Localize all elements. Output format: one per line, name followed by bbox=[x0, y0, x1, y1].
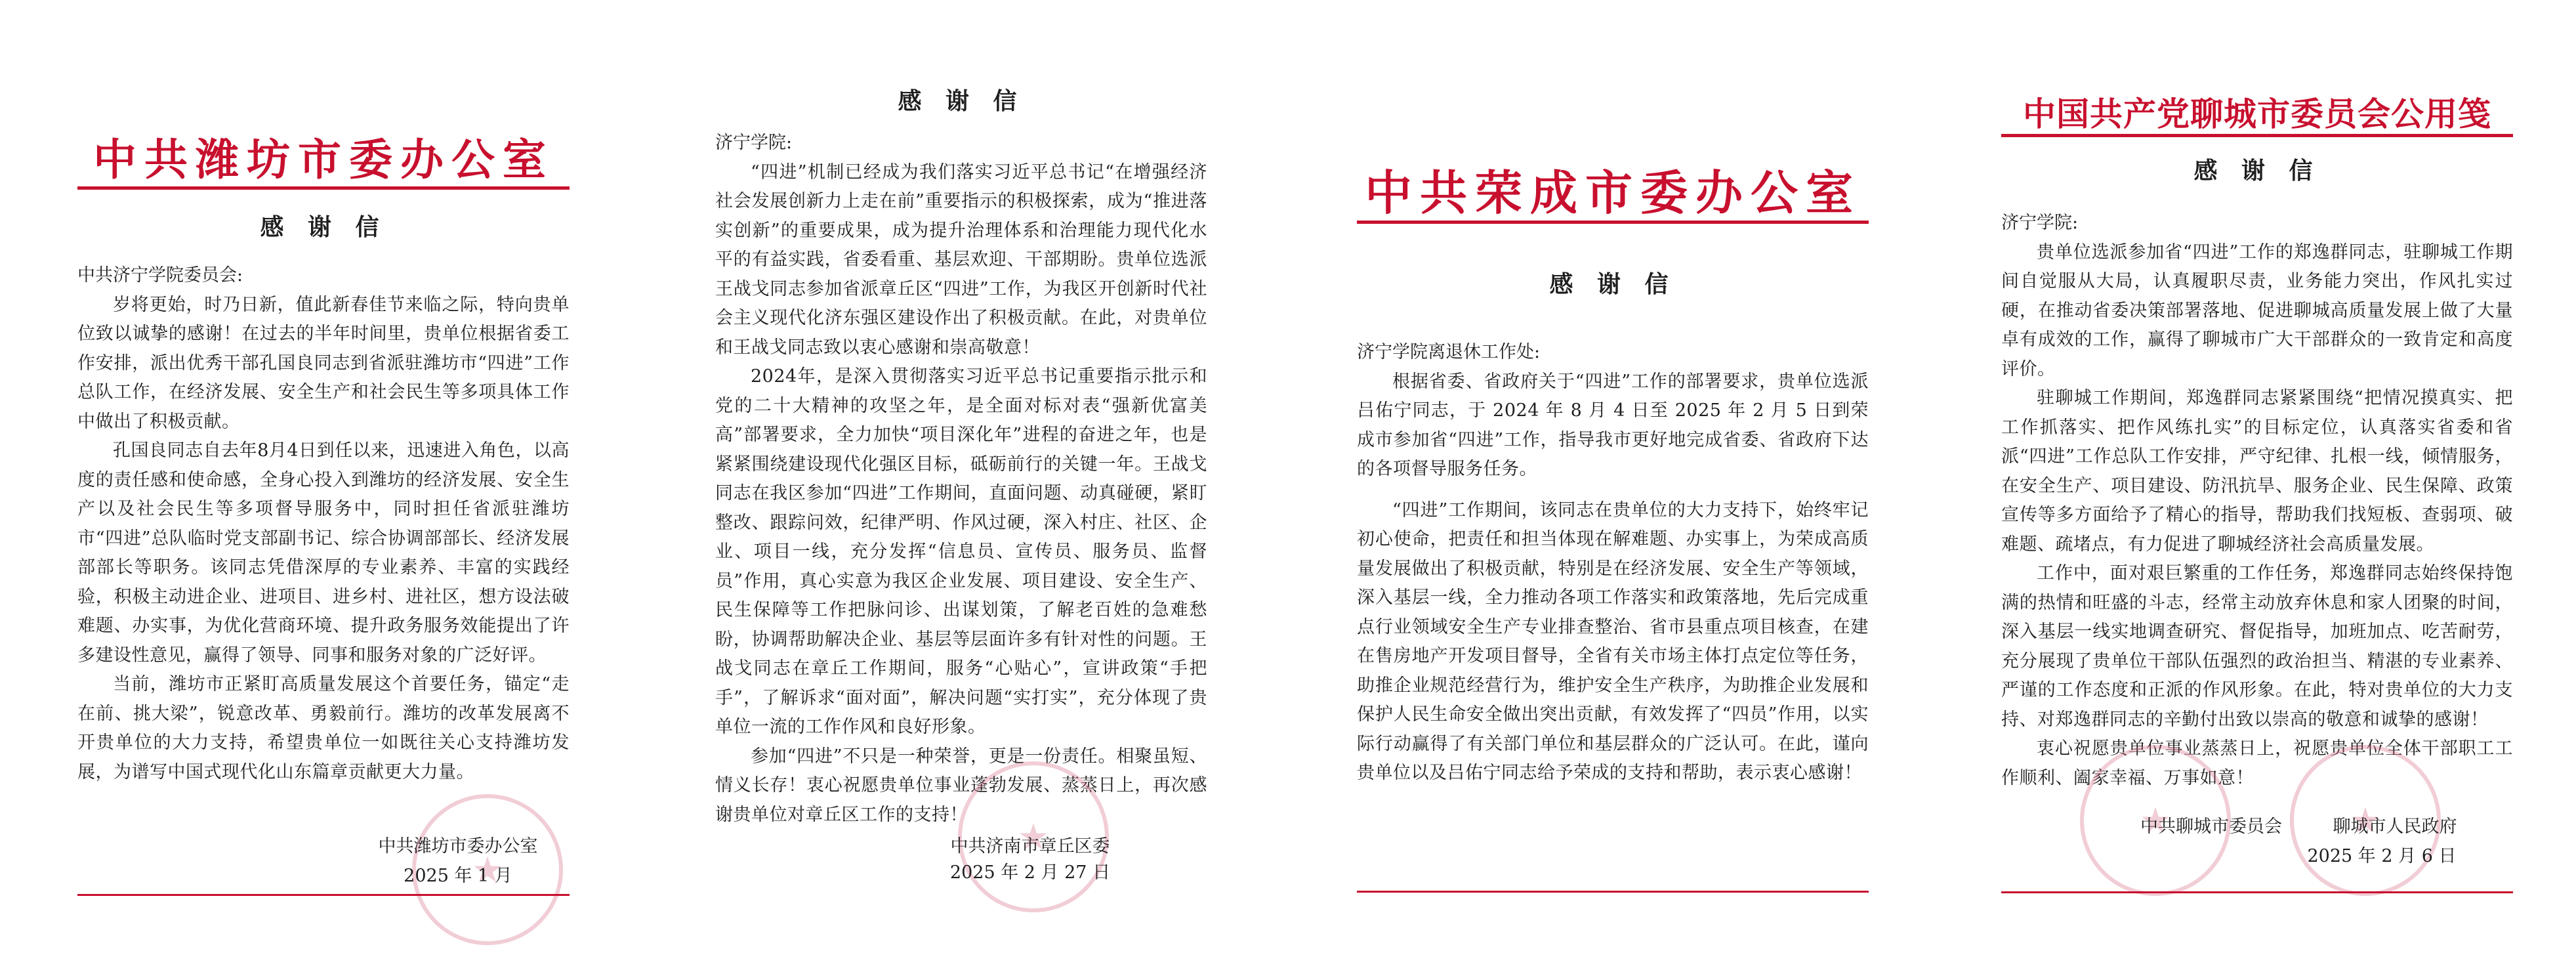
header-divider bbox=[77, 186, 570, 190]
paragraph: 孔国良同志自去年8月4日到任以来，迅速进入角色，以高度的责任感和使命感，全身心投入到潍坊的经济发展、安全生产以及社会民生等多项督导服务中，同时担任省派驻潍坊市“四进”总队临时党支部副书记、综合协调部部长、经济发展部部长等职务。该同志凭借深厚的专业素养、丰富的实践经验，积极主动进企业、进项目、进乡村、进社区，想方设法破难题、办实事，为优化营商环境、提升政务服务效能提出了许多建设性意见，赢得了领导、同事和服务对象的广泛好评。 bbox=[77, 440, 570, 666]
letter-title: 感 谢 信 bbox=[1549, 270, 1676, 298]
signature-government: 聊城市人民政府 bbox=[2333, 817, 2457, 837]
header-divider bbox=[2001, 134, 2513, 137]
header-divider bbox=[1357, 221, 1869, 224]
paragraph: 岁将更始，时乃日新，值此新春佳节来临之际，特向贵单位致以诚挚的感谢！在过去的半年时间里，贵单位根据省委工作安排，派出优秀干部孔国良同志到省派驻潍坊市“四进”工作总队工作，在经济发展、安全生产和社会民生等多项具体工作中做出了积极贡献。 bbox=[77, 294, 570, 432]
letter-header: 中共潍坊市委办公室 bbox=[93, 134, 554, 185]
paragraph: 2024年，是深入贯彻落实习近平总书记重要指示批示和党的二十大精神的攻坚之年，是全面对标对表“强新优富美高”部署要求，全力加快“项目深化年”进程的奋进之年，也是紧紧围绕建设现代化强区目标，砥砺前行的关键一年。王战戈同志在我区参加“四进”工作期间，直面问题、动真碰硬，紧盯整改、跟踪问效，纪律严明、作风过硬，深入村庄、社区、企业、项目一线，充分发挥“信息员、宣传员、服务员、监督员”作用，真心实意为我区企业发展、项目建设、安全生产、民生保障等工作把脉问诊、出谋划策，了解老百姓的急难愁盼，协调帮助解决企业、基层等层面许多有针对性的问题。王战戈同志在章丘工作期间，服务“心贴心”，宣讲政策“手把手”，了解诉求“面对面”，解决问题“实打实”，充分体现了贵单位一流的工作作风和良好形象。 bbox=[715, 366, 1207, 737]
letter-title: 感 谢 信 bbox=[2193, 157, 2321, 184]
paragraph: 根据省委、省政府关于“四进”工作的部署要求，贵单位选派吕佑宁同志，于 2024 年 8 月 4 日至 2025 年 2 月 5 日到荣成市参加省“四进”工作，指导我市更好地完成省委、省政府下达的各项督导服务任务。 bbox=[1357, 371, 1869, 479]
paragraph: 工作中，面对艰巨繁重的工作任务，郑逸群同志始终保持饱满的热情和旺盛的斗志，经常主动放弃休息和家人团聚的时间，深入基层一线实地调查研究、督促指导，加班加点、吃苦耐劳，充分展现了贵单位干部队伍强烈的政治担当、精湛的专业素养、严谨的工作态度和正派的作风形象。在此，特对贵单位的大力支持、对郑逸群同志的辛勤付出致以崇高的敬意和诚挚的感谢！ bbox=[2001, 563, 2513, 730]
date: 2025 年 2 月 6 日 bbox=[2307, 846, 2457, 866]
letter-title: 感 谢 信 bbox=[260, 213, 387, 241]
date: 2025 年 1 月 bbox=[404, 866, 512, 886]
signature: 中共济南市章丘区委 bbox=[950, 836, 1110, 857]
date: 2025 年 2 月 27 日 bbox=[949, 862, 1111, 883]
letter-header: 中国共产党聊城市委员会公用笺 bbox=[2023, 95, 2491, 133]
footer-divider bbox=[1357, 891, 1869, 893]
paragraph: “四进”机制已经成为我们落实习近平总书记“在增强经济社会发展创新力上走在前”重要指示的积极探索，成为“推进落实创新”的重要成果，成为提升治理体系和治理能力现代化水平的有益实践，省委看重、基层欢迎、干部期盼。贵单位选派王战戈同志参加省派章丘区“四进”工作，为我区开创新时代社会主义现代化济东强区建设作出了积极贡献。在此，对贵单位和王战戈同志致以衷心感谢和崇高敬意！ bbox=[715, 161, 1207, 358]
signature: 中共潍坊市委办公室 bbox=[378, 836, 538, 857]
paragraph: 参加“四进”不只是一种荣誉，更是一份责任。相聚虽短、情义长存！衷心祝愿贵单位事业蓬勃发展、蒸蒸日上，再次感谢贵单位对章丘区工作的支持！ bbox=[715, 746, 1207, 825]
footer-divider bbox=[77, 894, 570, 896]
paragraph: 衷心祝愿贵单位事业蒸蒸日上，祝愿贵单位全体干部职工工作顺利、阖家幸福、万事如意！ bbox=[2001, 738, 2513, 788]
salutation: 济宁学院离退休工作处: bbox=[1357, 342, 1541, 362]
salutation: 济宁学院: bbox=[2001, 213, 2079, 233]
letter-header: 中共荣成市委办公室 bbox=[1364, 165, 1861, 221]
paragraph: 驻聊城工作期间，郑逸群同志紧紧围绕“把情况摸真实、把工作抓落实、把作风练扎实”的目标定位，认真落实省委和省派“四进”工作总队工作安排，严守纪律、扎根一线，倾情服务，在安全生产、项目建设、防汛抗旱、服务企业、民生保障、政策宣传等多方面给予了精心的指导，帮助我们找短板、查弱项、破难题、疏堵点，有力促进了聊城经济社会高质量发展。 bbox=[2001, 388, 2513, 555]
letter-body bbox=[1357, 338, 1869, 788]
letter-body bbox=[77, 261, 570, 787]
paragraph: “四进”工作期间，该同志在贵单位的大力支持下，始终牢记初心使命，把责任和担当体现在解难题、办实事上，为荣成高质量发展做出了积极贡献，特别是在经济发展、安全生产等领域，深入基层一线，全力推动各项工作落实和政策落地，先后完成重点行业领域安全生产专业排查整治、省市县重点项目核查，在建在售房地产开发项目督导，全省有关市场主体打点定位等任务，助推企业规范经营行为，维护安全生产秩序，为助推企业发展和保护人民生命安全做出突出贡献，有效发挥了“四员”作用，以实际行动赢得了有关部门单位和基层群众的广泛认可。在此，谨向贵单位以及吕佑宁同志给予荣成的支持和帮助，表示衷心感谢！ bbox=[1357, 499, 1869, 783]
paragraph: 当前，潍坊市正紧盯高质量发展这个首要任务，锚定“走在前、挑大梁”，锐意改革、勇毅前行。潍坊的改革发展离不开贵单位的大力支持，希望贵单位一如既往关心支持潍坊发展，为谱写中国式现代化山东篇章贡献更大力量。 bbox=[77, 674, 570, 782]
letter-body bbox=[2001, 209, 2513, 793]
salutation: 中共济宁学院委员会: bbox=[77, 265, 243, 286]
salutation: 济宁学院: bbox=[715, 133, 793, 153]
signature-party: 中共聊城市委员会 bbox=[2140, 817, 2282, 837]
letter-body bbox=[715, 129, 1207, 830]
footer-divider bbox=[2001, 891, 2513, 893]
paragraph: 贵单位选派参加省“四进”工作的郑逸群同志，驻聊城工作期间自觉服从大局，认真履职尽责，业务能力突出，作风扎实过硬，在推动省委决策部署落地、促进聊城高质量发展上做了大量卓有成效的工作，赢得了聊城市广大干部群众的一致肯定和高度评价。 bbox=[2001, 242, 2513, 379]
letter-title: 感 谢 信 bbox=[898, 87, 1025, 115]
